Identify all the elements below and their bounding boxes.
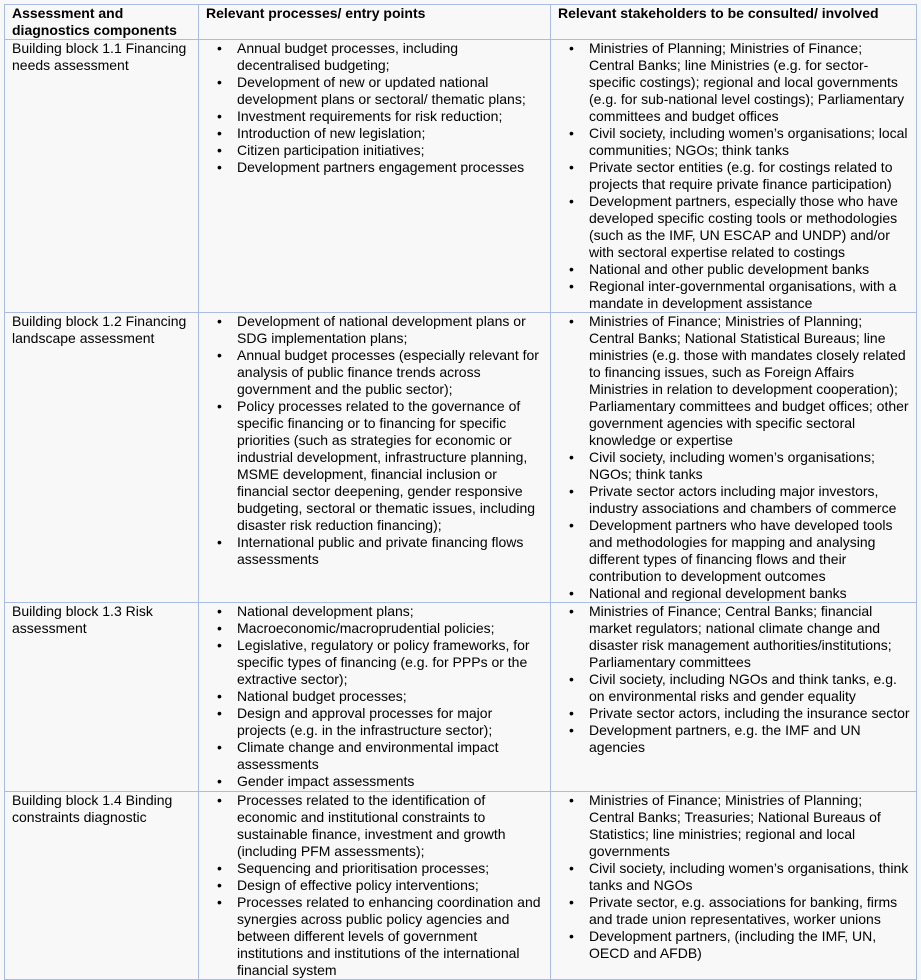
stakeholders-list (558, 313, 910, 602)
component-cell: Building block 1.4 Binding constraints diagnostic (5, 792, 199, 980)
list-item: • Design of effective policy interventions; (206, 877, 544, 894)
list-item: • Policy processes related to the governance of specific financing or to financing for specific priorities (such as strategies for economic or industrial development, infrastructure planning, MSME development, financial inclusion or financial sector deepening, gender responsive budgeting, sectoral or thematic issues, including disaster risk reduction financing); (206, 398, 544, 534)
processes-list (206, 603, 544, 790)
list-item: • National and other public development banks (558, 261, 910, 278)
list-item: • Private sector entities (e.g. for costings related to projects that require private finance participation) (558, 159, 910, 193)
list-item: • Development partners, (including the IMF, UN, OECD and AFDB) (558, 928, 910, 962)
processes-cell (199, 792, 551, 980)
processes-list (206, 792, 544, 979)
stakeholders-cell (551, 792, 917, 980)
list-item: • Private sector actors including major investors, industry associations and chambers of commerce (558, 483, 910, 517)
list-item: • Development of new or updated national development plans or sectoral/ thematic plans; (206, 74, 544, 108)
stakeholders-list (558, 792, 910, 962)
component-cell: Building block 1.3 Risk assessment (5, 603, 199, 792)
list-item: • Development partners, e.g. the IMF and UN agencies (558, 722, 910, 756)
header-row (5, 5, 917, 40)
list-item: • Design and approval processes for major projects (e.g. in the infrastructure sector); (206, 705, 544, 739)
list-item: • Processes related to the identification of economic and institutional constraints to sustainable finance, investment and growth (including PFM assessments); (206, 792, 544, 860)
list-item: • Regional inter-governmental organisations, with a mandate in development assistance (558, 278, 910, 312)
list-item: • Legislative, regulatory or policy frameworks, for specific types of financing (e.g. for PPPs or the extractive sector); (206, 637, 544, 688)
assessment-table (4, 4, 917, 980)
stakeholders-list (558, 603, 910, 756)
list-item: • Annual budget processes (especially relevant for analysis of public finance trends across government and the public sector); (206, 347, 544, 398)
list-item: • Annual budget processes, including decentralised budgeting; (206, 40, 544, 74)
list-item: • Private sector, e.g. associations for banking, firms and trade union representatives, worker unions (558, 894, 910, 928)
list-item: • Investment requirements for risk reduction; (206, 108, 544, 125)
list-item: • Civil society, including NGOs and think tanks, e.g. on environmental risks and gender equality (558, 671, 910, 705)
stakeholders-cell (551, 313, 917, 603)
list-item: • Civil society, including women’s organisations; NGOs; think tanks (558, 449, 910, 483)
list-item: • Climate change and environmental impact assessments (206, 739, 544, 773)
list-item: • Development partners who have developed tools and methodologies for mapping and analysing different types of financing flows and their contribution to development outcomes (558, 517, 910, 585)
list-item: • National and regional development banks (558, 585, 910, 602)
processes-cell (199, 603, 551, 792)
table-row-building-block-1-3 (5, 603, 917, 792)
list-item: • Sequencing and prioritisation processes; (206, 860, 544, 877)
header-processes: Relevant processes/ entry points (199, 5, 551, 40)
stakeholders-list (558, 40, 910, 312)
list-item: • Ministries of Finance; Central Banks; financial market regulators; national climate change and disaster risk management authorities/institutions; Parliamentary committees (558, 603, 910, 671)
list-item: • International public and private financing flows assessments (206, 534, 544, 568)
table-row-building-block-1-2 (5, 313, 917, 603)
list-item: • Ministries of Finance; Ministries of Planning; Central Banks; National Statistical Bureaus; line ministries (e.g. those with mandates closely related to financing issues, such as Foreign Affairs Ministries in relation to development cooperation); Parliamentary committees and budget offices; other government agencies with specific sectoral knowledge or expertise (558, 313, 910, 449)
stakeholders-cell (551, 603, 917, 792)
list-item: • Ministries of Finance; Ministries of Planning; Central Banks; Treasuries; National Bureaus of Statistics; line ministries; regional and local governments (558, 792, 910, 860)
component-cell: Building block 1.1 Financing needs assessment (5, 40, 199, 313)
processes-list (206, 313, 544, 568)
list-item: • Citizen participation initiatives; (206, 142, 544, 159)
processes-cell (199, 40, 551, 313)
header-components: Assessment and diagnostics components (5, 5, 199, 40)
list-item: • Private sector actors, including the insurance sector (558, 705, 910, 722)
table-row-building-block-1-4 (5, 792, 917, 980)
list-item: • Civil society, including women’s organisations; local communities; NGOs; think tanks (558, 125, 910, 159)
list-item: • Development of national development plans or SDG implementation plans; (206, 313, 544, 347)
list-item: • Macroeconomic/macroprudential policies; (206, 620, 544, 637)
processes-cell (199, 313, 551, 603)
list-item: • Introduction of new legislation; (206, 125, 544, 142)
list-item: • Development partners, especially those who have developed specific costing tools or methodologies (such as the IMF, UN ESCAP and UNDP) and/or with sectoral expertise related to costings (558, 193, 910, 261)
list-item: • National development plans; (206, 603, 544, 620)
list-item: • Ministries of Planning; Ministries of Finance; Central Banks; line Ministries (e.g. for sector-specific costings); regional and local governments (e.g. for sub-national level costings); Parliamentary committees and budget offices (558, 40, 910, 125)
processes-list (206, 40, 544, 176)
stakeholders-cell (551, 40, 917, 313)
component-cell: Building block 1.2 Financing landscape assessment (5, 313, 199, 603)
header-stakeholders: Relevant stakeholders to be consulted/ involved (551, 5, 917, 40)
list-item: • Civil society, including women’s organisations, think tanks and NGOs (558, 860, 910, 894)
list-item: • Processes related to enhancing coordination and synergies across public policy agencies and between different levels of government institutions and institutions of the international financial system (206, 894, 544, 979)
list-item: • Gender impact assessments (206, 773, 544, 790)
list-item: • National budget processes; (206, 688, 544, 705)
table-row-building-block-1-1 (5, 40, 917, 313)
list-item: • Development partners engagement processes (206, 159, 544, 176)
